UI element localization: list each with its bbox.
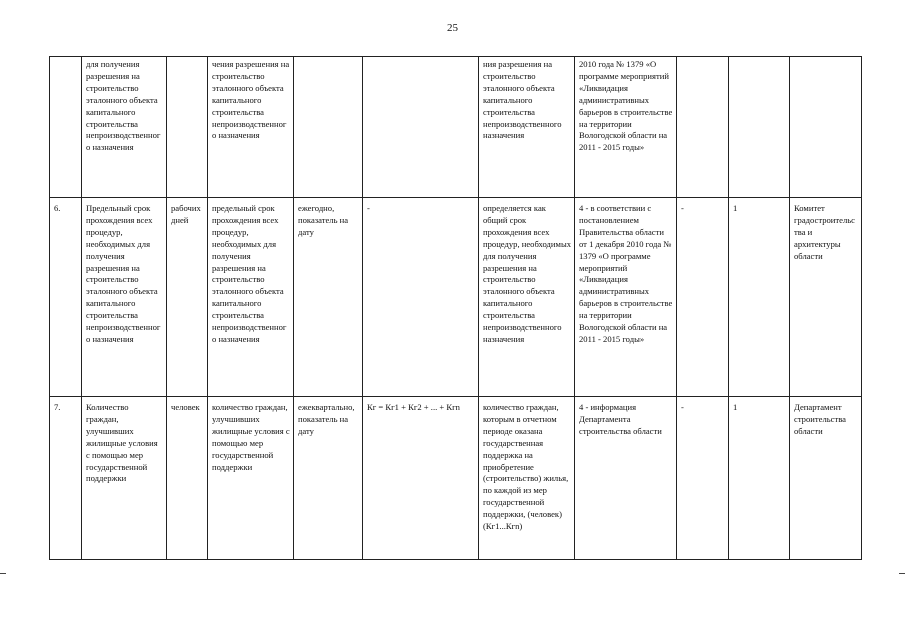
cell-indicators: ния разрешения на строительство эталонного объекта капитального строительства непроизводственного назначения <box>479 57 575 198</box>
cell-col9: - <box>677 397 729 560</box>
table-row <box>50 198 862 397</box>
cell-definition: количество граждан, улучшивших жилищные условия с помощью мер государственной поддержки <box>208 397 294 560</box>
margin-mark-right <box>899 573 905 574</box>
cell-responsible <box>790 57 862 198</box>
cell-col10: 1 <box>729 198 790 397</box>
cell-formula <box>363 57 479 198</box>
cell-name: для получения разрешения на строительство эталонного объекта капитального строительства непроизводственного назначения <box>82 57 167 198</box>
table-row <box>50 397 862 560</box>
cell-responsible: Комитет градостроительства и архитектуры области <box>790 198 862 397</box>
margin-mark-left <box>0 573 6 574</box>
cell-num <box>50 57 82 198</box>
cell-name: Предельный срок прохождения всех процедур, необходимых для получения разрешения на строительство эталонного объекта капитального строительства непроизводственного назначения <box>82 198 167 397</box>
cell-unit <box>167 57 208 198</box>
cell-col10 <box>729 57 790 198</box>
cell-col9 <box>677 57 729 198</box>
cell-definition: чения разрешения на строительство эталонного объекта капитального строительства непроизводственного назначения <box>208 57 294 198</box>
cell-indicators: определяется как общий срок прохождения всех процедур, необходимых для получения разрешения на строительство эталонного объекта капитального строительства непроизводственного назначения <box>479 198 575 397</box>
cell-num: 7. <box>50 397 82 560</box>
cell-method: 4 - информация Департамента строительства области <box>575 397 677 560</box>
cell-indicators: количество граждан, которым в отчетном периоде оказана государственная поддержка на приобретение (строительство) жилья, по каждой из мер государственной поддержки, (человек) (Кг1...Кгn) <box>479 397 575 560</box>
cell-col10: 1 <box>729 397 790 560</box>
cell-periodicity: ежеквартально, показатель на дату <box>294 397 363 560</box>
cell-name: Количество граждан, улучшивших жилищные условия с помощью мер государственной поддержки <box>82 397 167 560</box>
cell-definition: предельный срок прохождения всех процедур, необходимых для получения разрешения на строительство эталонного объекта капитального строительства непроизводственного назначения <box>208 198 294 397</box>
page-number: 25 <box>447 22 458 34</box>
cell-num: 6. <box>50 198 82 397</box>
cell-periodicity: ежегодно, показатель на дату <box>294 198 363 397</box>
table-row <box>50 57 862 198</box>
cell-responsible: Департамент строительства области <box>790 397 862 560</box>
cell-unit: человек <box>167 397 208 560</box>
cell-method: 2010 года № 1379 «О программе мероприятий «Ликвидация административных барьеров в строительстве на территории Вологодской области на 2011 - 2015 годы» <box>575 57 677 198</box>
cell-periodicity <box>294 57 363 198</box>
indicators-table <box>49 56 862 560</box>
cell-unit: рабочих дней <box>167 198 208 397</box>
cell-formula: Кг = Кг1 + Кг2 + ... + Кгn <box>363 397 479 560</box>
cell-formula: - <box>363 198 479 397</box>
cell-col9: - <box>677 198 729 397</box>
cell-method: 4 - в соответствии с постановлением Правительства области от 1 декабря 2010 года № 1379 «О программе мероприятий «Ликвидация административных барьеров в строительстве на территории Вологодской области на 2011 - 2015 годы» <box>575 198 677 397</box>
